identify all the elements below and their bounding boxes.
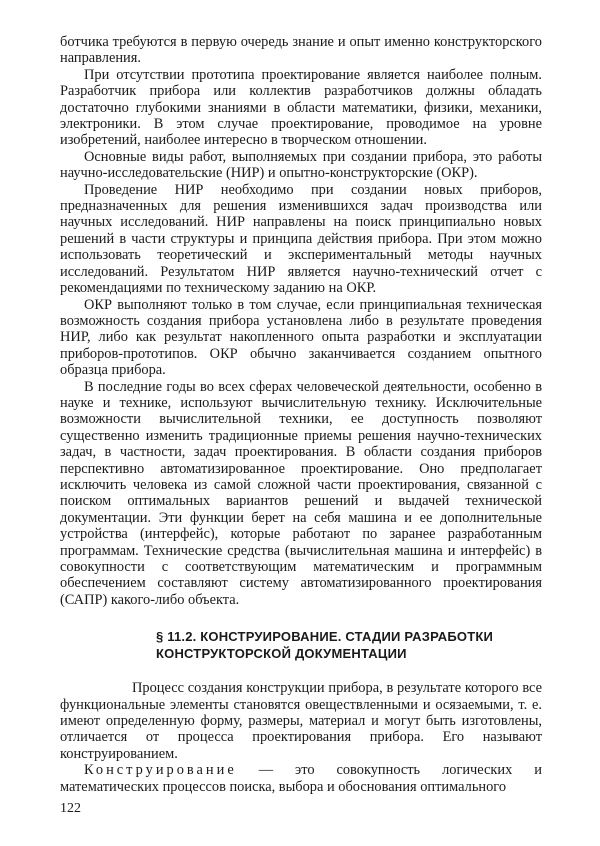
definition-text: — это совокупность логических и математических процессов поиска, выбора и обоснования оптимального: [60, 762, 542, 795]
paragraph-okr: ОКР выполняют только в том случае, если принципиальная техническая возможность создания прибора установлена либо в результате проведения НИР, либо как результат накопленного опыта разработки и эксплуатации приборов-прототипов. ОКР обычно заканчивается созданием опытного образца прибора.: [60, 296, 542, 379]
paragraph-cad: В последние годы во всех сферах человеческой деятельности, особенно в науке и технике, используют вычислительную технику. Исключительные возможности вычислительной техники, ее доступность позволяют существенно изменить традиционные приемы решения научно-технических задач, в частности, задач проектирования. В области создания приборов перспективно автоматизированное проектирование. Оно предполагает исключить человека из самой сложной части проектирования, связанной с поиском оптимальных вариантов решений и выдачей технической документации. Эти функции берет на себя машина и ее дополнительные устройства (интерфейс), которые работают по заранее разработанным программам. Технические средства (вычислительная машина и интерфейс) в совокупности с соответствующим математическим и программным обеспечением составляют систему автоматизированного проектирования (САПР) какого-либо объекта.: [60, 378, 542, 608]
section-heading-line-1: § 11.2. КОНСТРУИРОВАНИЕ. СТАДИИ РАЗРАБОТКИ: [156, 629, 494, 645]
paragraph-definition: [60, 762, 542, 795]
paragraph-construction-process: Процесс создания конструкции прибора, в результате которого все функциональные элементы становятся овеществленными и осязаемыми, т. е. имеют определенную форму, размеры, материал и могут быть изготовлены, отличается от процесса проектирования прибора. Его называют конструированием.: [60, 680, 542, 762]
paragraph-continuation: ботчика требуются в первую очередь знание и опыт именно конструкторского направления.: [60, 34, 542, 67]
section-heading-line-2: КОНСТРУКТОРСКОЙ ДОКУМЕНТАЦИИ: [156, 646, 407, 662]
paragraph-prototype: При отсутствии прототипа проектирование является наиболее полным. Разработчик прибора или коллектив разработчиков должны обладать достаточно глубокими знаниями в области математики, физики, механики, электроники. В этом случае проектирование, проводимое на уровне изобретений, наиболее интересно в творческом отношении.: [60, 66, 542, 149]
page-body: [60, 34, 542, 795]
paragraph-work-types: Основные виды работ, выполняемых при создании прибора, это работы научно-исследовательские (НИР) и опытно-конструкторские (ОКР).: [60, 148, 542, 182]
section-heading: [60, 628, 542, 662]
page-number: 122: [60, 801, 81, 816]
definition-term: Конструирование: [84, 762, 237, 779]
paragraph-nir: Проведение НИР необходимо при создании новых приборов, предназначенных для решения изменившихся задач производства или научных исследований. НИР направлены на поиск принципиально новых решений в части структуры и принципа действия прибора. При этом можно использовать теоретический и экспериментальный методы научных исследований. Результатом НИР является научно-технический отчет с рекомендациями по техническому заданию на ОКР.: [60, 181, 542, 297]
